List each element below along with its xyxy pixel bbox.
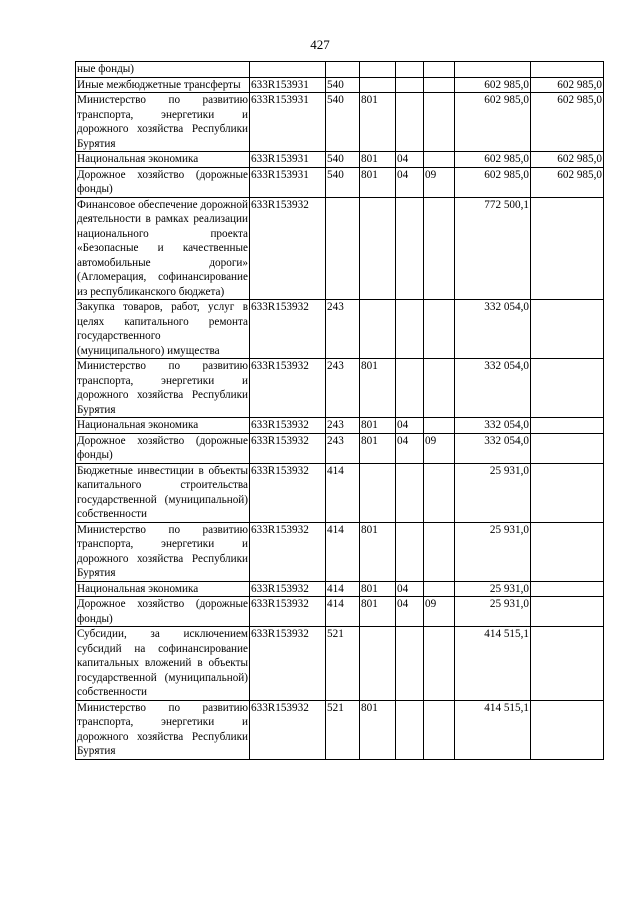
section-code: 04 [396,597,424,627]
table-row [76,627,604,701]
row-name: Финансовое обеспечение дорожной деятельности в рамках реализации национального проекта «Безопасные и качественные автомобильные дороги» (Агломерация, софинансирование из республиканского бюджета) [77,198,248,298]
row-name: Дорожное хозяйство (дорожные фонды) [77,434,248,461]
target-article-code: 633R153931 [250,167,326,197]
section-code [396,463,424,522]
amount-year-1: 602 985,0 [455,77,531,93]
table-row [76,700,604,759]
amount-year-1: 602 985,0 [455,152,531,168]
table-row [76,522,604,581]
subsection-code [424,522,455,581]
amount-year-1: 25 931,0 [455,522,531,581]
row-name: Закупка товаров, работ, услуг в целях капитального ремонта государственного (муниципального) имущества [77,301,248,357]
amount-year-2 [531,463,604,522]
target-article-code: 633R153932 [250,597,326,627]
target-article-code: 633R153932 [250,522,326,581]
amount-year-2 [531,418,604,434]
expense-type-code: 540 [326,152,360,168]
section-code [396,197,424,300]
ministry-code: 801 [360,418,396,434]
amount-year-1: 602 985,0 [455,167,531,197]
ministry-code: 801 [360,597,396,627]
amount-year-1: 332 054,0 [455,300,531,359]
ministry-code: 801 [360,359,396,418]
row-name: Дорожное хозяйство (дорожные фонды) [77,598,248,625]
section-code [396,62,424,78]
target-article-code: 633R153932 [250,581,326,597]
amount-year-2 [531,359,604,418]
amount-year-1: 414 515,1 [455,627,531,701]
ministry-code [360,77,396,93]
section-code [396,77,424,93]
ministry-code: 801 [360,433,396,463]
row-name: Министерство по развитию транспорта, энергетики и дорожного хозяйства Республики Бурятия [77,701,248,757]
amount-year-2 [531,433,604,463]
amount-year-1: 332 054,0 [455,359,531,418]
section-code [396,522,424,581]
target-article-code: 633R153932 [250,433,326,463]
target-article-code: 633R153932 [250,700,326,759]
amount-year-2 [531,300,604,359]
target-article-code: 633R153932 [250,197,326,300]
row-name: Министерство по развитию транспорта, энергетики и дорожного хозяйства Республики Бурятия [77,94,248,150]
table-row [76,359,604,418]
expense-type-code: 521 [326,700,360,759]
table-row [76,197,604,300]
amount-year-2: 602 985,0 [531,167,604,197]
ministry-code: 801 [360,152,396,168]
section-code: 04 [396,581,424,597]
table-row [76,433,604,463]
section-code: 04 [396,167,424,197]
row-name: Министерство по развитию транспорта, энергетики и дорожного хозяйства Республики Бурятия [77,523,248,579]
section-code [396,700,424,759]
subsection-code: 09 [424,433,455,463]
ministry-code: 801 [360,581,396,597]
expense-type-code [326,62,360,78]
amount-year-2: 602 985,0 [531,152,604,168]
amount-year-1: 25 931,0 [455,463,531,522]
section-code: 04 [396,418,424,434]
amount-year-2 [531,62,604,78]
subsection-code [424,77,455,93]
table-row [76,152,604,168]
amount-year-2 [531,627,604,701]
expense-type-code: 540 [326,77,360,93]
target-article-code: 633R153932 [250,300,326,359]
page-number: 427 [310,37,330,52]
ministry-code [360,300,396,359]
target-article-code: 633R153932 [250,418,326,434]
expense-type-code: 243 [326,359,360,418]
expense-type-code: 414 [326,522,360,581]
row-name: Дорожное хозяйство (дорожные фонды) [77,168,248,195]
amount-year-2 [531,581,604,597]
target-article-code: 633R153932 [250,359,326,418]
table-row [76,93,604,152]
ministry-code [360,197,396,300]
subsection-code [424,197,455,300]
expense-type-code: 540 [326,167,360,197]
subsection-code [424,93,455,152]
subsection-code: 09 [424,167,455,197]
row-name: Министерство по развитию транспорта, энергетики и дорожного хозяйства Республики Бурятия [77,360,248,416]
section-code [396,300,424,359]
subsection-code [424,627,455,701]
amount-year-1: 414 515,1 [455,700,531,759]
amount-year-1: 25 931,0 [455,581,531,597]
expense-type-code: 414 [326,581,360,597]
subsection-code [424,152,455,168]
amount-year-2 [531,522,604,581]
subsection-code [424,581,455,597]
amount-year-1: 602 985,0 [455,93,531,152]
target-article-code: 633R153931 [250,152,326,168]
amount-year-1: 772 500,1 [455,197,531,300]
row-name: ные фонды) [76,62,250,78]
target-article-code [250,62,326,78]
ministry-code [360,627,396,701]
amount-year-2 [531,197,604,300]
target-article-code: 633R153932 [250,627,326,701]
ministry-code [360,463,396,522]
amount-year-2: 602 985,0 [531,93,604,152]
amount-year-2 [531,597,604,627]
subsection-code [424,359,455,418]
row-name: Национальная экономика [76,418,250,434]
section-code: 04 [396,152,424,168]
table-row [76,167,604,197]
subsection-code [424,300,455,359]
row-name: Национальная экономика [76,152,250,168]
expense-type-code [326,197,360,300]
expense-type-code: 243 [326,418,360,434]
section-code [396,93,424,152]
table-row [76,77,604,93]
expense-type-code: 540 [326,93,360,152]
table-row [76,463,604,522]
table-row [76,62,604,78]
section-code [396,627,424,701]
table-row [76,581,604,597]
row-name: Бюджетные инвестиции в объекты капитального строительства государственной (муниципальной) собственности [77,464,248,520]
budget-table [75,61,604,760]
row-name: Национальная экономика [76,581,250,597]
table-row [76,300,604,359]
target-article-code: 633R153931 [250,77,326,93]
section-code [396,359,424,418]
row-name: Субсидии, за исключением субсидий на софинансирование капитальных вложений в объекты государственной (муниципальной) собственности [77,628,248,698]
row-name: Иные межбюджетные трансферты [76,77,250,93]
table-row [76,418,604,434]
amount-year-1: 332 054,0 [455,433,531,463]
target-article-code: 633R153932 [250,463,326,522]
amount-year-1: 25 931,0 [455,597,531,627]
subsection-code [424,463,455,522]
amount-year-2 [531,700,604,759]
expense-type-code: 414 [326,463,360,522]
subsection-code [424,62,455,78]
subsection-code [424,418,455,434]
ministry-code: 801 [360,522,396,581]
subsection-code: 09 [424,597,455,627]
expense-type-code: 243 [326,433,360,463]
ministry-code: 801 [360,93,396,152]
amount-year-1: 332 054,0 [455,418,531,434]
table-row [76,597,604,627]
ministry-code [360,62,396,78]
subsection-code [424,700,455,759]
target-article-code: 633R153931 [250,93,326,152]
section-code: 04 [396,433,424,463]
amount-year-1 [455,62,531,78]
table-body [76,62,604,760]
ministry-code: 801 [360,167,396,197]
expense-type-code: 521 [326,627,360,701]
ministry-code: 801 [360,700,396,759]
expense-type-code: 243 [326,300,360,359]
amount-year-2: 602 985,0 [531,77,604,93]
expense-type-code: 414 [326,597,360,627]
